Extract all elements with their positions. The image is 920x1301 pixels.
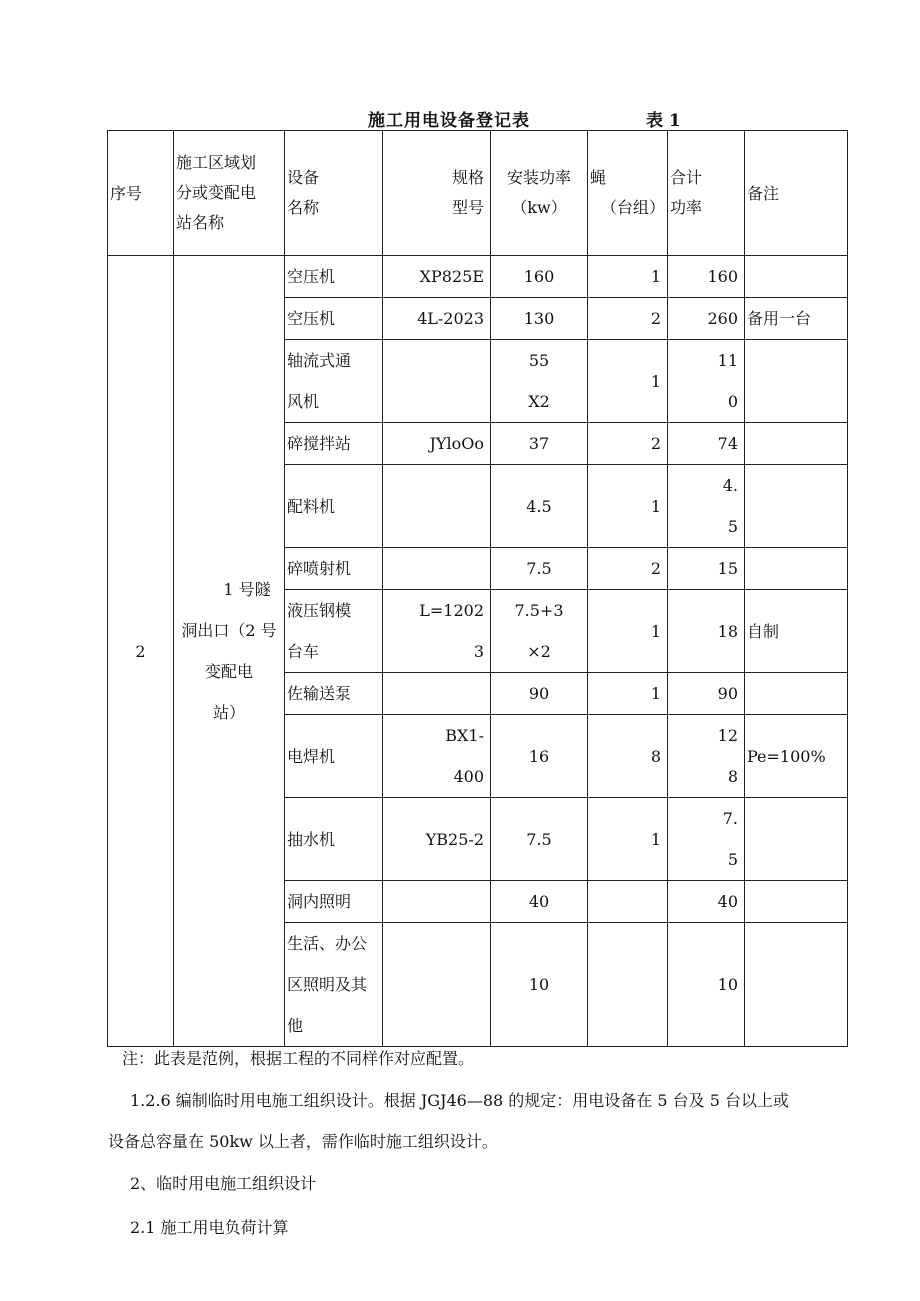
total-power: 15 bbox=[668, 548, 745, 590]
installed-power: 55 X2 bbox=[491, 340, 588, 423]
equipment-name: 空压机 bbox=[285, 298, 383, 340]
equipment-name: 碎搅拌站 bbox=[285, 423, 383, 465]
header-row bbox=[108, 131, 848, 256]
remark bbox=[745, 423, 848, 465]
group-area: 1 号隧 洞出口（2 号 变配电 站） bbox=[174, 256, 285, 1047]
installed-power: 7.5 bbox=[491, 798, 588, 881]
total-power: 12 8 bbox=[668, 715, 745, 798]
table-number: 表 1 bbox=[646, 111, 681, 131]
quantity: 2 bbox=[588, 548, 668, 590]
equipment-name: 洞内照明 bbox=[285, 881, 383, 923]
equipment-name: 电焊机 bbox=[285, 715, 383, 798]
spec-model: BX1- 400 bbox=[383, 715, 491, 798]
header-area: 施工区域划 分或变配电 站名称 bbox=[174, 131, 285, 256]
spec-model bbox=[383, 881, 491, 923]
equipment-name: 空压机 bbox=[285, 256, 383, 298]
spec-model bbox=[383, 548, 491, 590]
equipment-register-table bbox=[107, 130, 848, 1047]
installed-power: 7.5 bbox=[491, 548, 588, 590]
paragraph-1-line-2: 设备总容量在 50kw 以上者，需作临时施工组织设计。 bbox=[108, 1132, 498, 1151]
header-seq: 序号 bbox=[108, 131, 174, 256]
quantity: 1 bbox=[588, 340, 668, 423]
spec-model: 4L-2023 bbox=[383, 298, 491, 340]
spec-model bbox=[383, 673, 491, 715]
total-power: 90 bbox=[668, 673, 745, 715]
group-seq: 2 bbox=[108, 256, 174, 1047]
total-power: 74 bbox=[668, 423, 745, 465]
equipment-name: 液压钢模 台车 bbox=[285, 590, 383, 673]
quantity: 1 bbox=[588, 256, 668, 298]
total-power: 260 bbox=[668, 298, 745, 340]
total-power: 11 0 bbox=[668, 340, 745, 423]
spec-model: L=1202 3 bbox=[383, 590, 491, 673]
remark: 备用一台 bbox=[745, 298, 848, 340]
installed-power: 130 bbox=[491, 298, 588, 340]
quantity: 1 bbox=[588, 590, 668, 673]
table-title-row bbox=[0, 106, 920, 132]
table-row bbox=[108, 256, 848, 298]
quantity bbox=[588, 923, 668, 1047]
header-qty: 蝇 （台组） bbox=[588, 131, 668, 256]
header-spec: 规格 型号 bbox=[383, 131, 491, 256]
quantity: 2 bbox=[588, 298, 668, 340]
quantity: 1 bbox=[588, 465, 668, 548]
total-power: 7. 5 bbox=[668, 798, 745, 881]
header-total: 合计 功率 bbox=[668, 131, 745, 256]
total-power: 4. 5 bbox=[668, 465, 745, 548]
equipment-name: 佐输送泵 bbox=[285, 673, 383, 715]
installed-power: 7.5+3 ×2 bbox=[491, 590, 588, 673]
total-power: 10 bbox=[668, 923, 745, 1047]
installed-power: 37 bbox=[491, 423, 588, 465]
equipment-name: 轴流式通 风机 bbox=[285, 340, 383, 423]
spec-model bbox=[383, 340, 491, 423]
spec-model bbox=[383, 923, 491, 1047]
section-2-heading: 2、临时用电施工组织设计 bbox=[130, 1174, 317, 1193]
remark bbox=[745, 340, 848, 423]
quantity: 1 bbox=[588, 673, 668, 715]
installed-power: 40 bbox=[491, 881, 588, 923]
remark bbox=[745, 798, 848, 881]
remark bbox=[745, 923, 848, 1047]
quantity: 8 bbox=[588, 715, 668, 798]
spec-model: XP825E bbox=[383, 256, 491, 298]
header-power: 安装功率 （kw） bbox=[491, 131, 588, 256]
remark bbox=[745, 548, 848, 590]
remark bbox=[745, 465, 848, 548]
remark: 自制 bbox=[745, 590, 848, 673]
installed-power: 160 bbox=[491, 256, 588, 298]
quantity: 2 bbox=[588, 423, 668, 465]
installed-power: 90 bbox=[491, 673, 588, 715]
equipment-name: 配料机 bbox=[285, 465, 383, 548]
spec-model: JYloOo bbox=[383, 423, 491, 465]
installed-power: 10 bbox=[491, 923, 588, 1047]
remark: Pe=100% bbox=[745, 715, 848, 798]
section-2-1-heading: 2.1 施工用电负荷计算 bbox=[130, 1218, 289, 1237]
spec-model bbox=[383, 465, 491, 548]
table-title: 施工用电设备登记表 bbox=[368, 111, 530, 131]
quantity bbox=[588, 881, 668, 923]
equipment-name: 抽水机 bbox=[285, 798, 383, 881]
remark bbox=[745, 881, 848, 923]
header-equipment: 设备 名称 bbox=[285, 131, 383, 256]
installed-power: 16 bbox=[491, 715, 588, 798]
quantity: 1 bbox=[588, 798, 668, 881]
total-power: 18 bbox=[668, 590, 745, 673]
remark bbox=[745, 673, 848, 715]
equipment-name: 碎喷射机 bbox=[285, 548, 383, 590]
remark bbox=[745, 256, 848, 298]
paragraph-1-line-1: 1.2.6 编制临时用电施工组织设计。根据 JGJ46—88 的规定：用电设备在 5 台及 5 台以上或 bbox=[130, 1091, 790, 1110]
equipment-name: 生活、办公 区照明及其 他 bbox=[285, 923, 383, 1047]
total-power: 160 bbox=[668, 256, 745, 298]
table-note: 注：此表是范例，根据工程的不同样作对应配置。 bbox=[122, 1049, 475, 1068]
header-remark: 备注 bbox=[745, 131, 848, 256]
installed-power: 4.5 bbox=[491, 465, 588, 548]
spec-model: YB25-2 bbox=[383, 798, 491, 881]
total-power: 40 bbox=[668, 881, 745, 923]
